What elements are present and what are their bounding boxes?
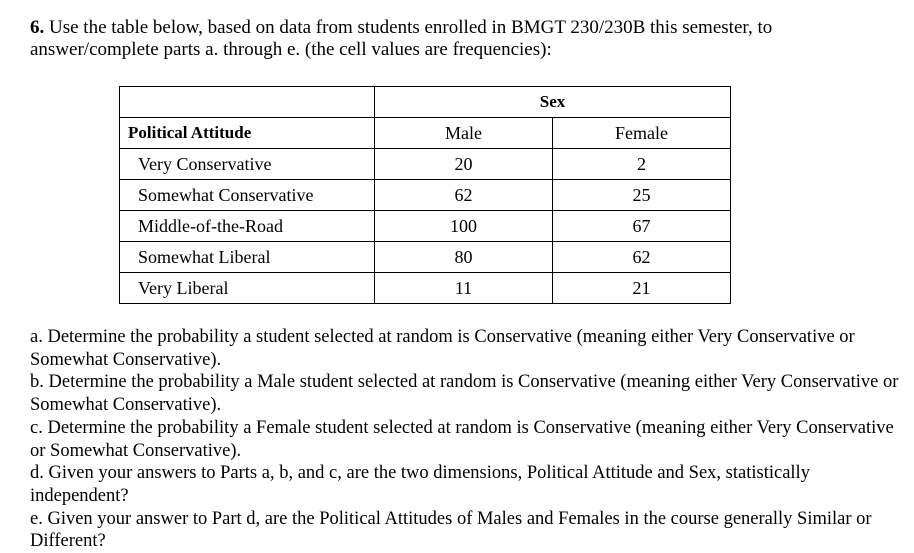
frequency-table <box>119 86 731 304</box>
row-label: Somewhat Conservative <box>120 180 375 211</box>
male-cell: 80 <box>375 242 553 273</box>
table-row <box>120 242 731 273</box>
female-cell: 21 <box>553 273 731 304</box>
sex-header: Sex <box>375 87 731 118</box>
table-header-row-sex <box>120 87 731 118</box>
political-attitude-header: Political Attitude <box>120 118 375 149</box>
question-number: 6. <box>30 17 45 38</box>
male-cell: 62 <box>375 180 553 211</box>
female-header: Female <box>553 118 731 149</box>
female-cell: 25 <box>553 180 731 211</box>
row-label: Very Liberal <box>120 273 375 304</box>
part-e: e. Given your answer to Part d, are the Political Attitudes of Males and Females in the course generally Similar or Different? <box>30 508 872 552</box>
question-parts <box>30 326 900 553</box>
table-row <box>120 180 731 211</box>
question-text <box>30 17 890 61</box>
female-cell: 67 <box>553 211 731 242</box>
male-cell: 20 <box>375 149 553 180</box>
table-row <box>120 211 731 242</box>
male-cell: 100 <box>375 211 553 242</box>
male-cell: 11 <box>375 273 553 304</box>
table-row <box>120 273 731 304</box>
female-cell: 62 <box>553 242 731 273</box>
part-a: a. Determine the probability a student selected at random is Conservative (meaning either Very Conservative or Somewhat Conservative). <box>30 327 855 370</box>
male-header: Male <box>375 118 553 149</box>
part-b: b. Determine the probability a Male student selected at random is Conservative (meaning either Very Conservative or Somewhat Conservative). <box>30 372 899 416</box>
part-d: d. Given your answers to Parts a, b, and c, are the two dimensions, Political Attitude and Sex, statistically independent? <box>30 463 810 506</box>
question-body: Use the table below, based on data from students enrolled in BMGT 230/230B this semester, to answer/complete parts a. through e. (the cell values are frequencies): <box>30 17 773 60</box>
part-c: c. Determine the probability a Female student selected at random is Conservative (meaning either Very Conservative or Somewhat Conservative). <box>30 417 894 461</box>
table-row <box>120 149 731 180</box>
female-cell: 2 <box>553 149 731 180</box>
empty-header-cell <box>120 87 375 118</box>
row-label: Somewhat Liberal <box>120 242 375 273</box>
row-label: Middle-of-the-Road <box>120 211 375 242</box>
row-label: Very Conservative <box>120 149 375 180</box>
table-header-row <box>120 118 731 149</box>
